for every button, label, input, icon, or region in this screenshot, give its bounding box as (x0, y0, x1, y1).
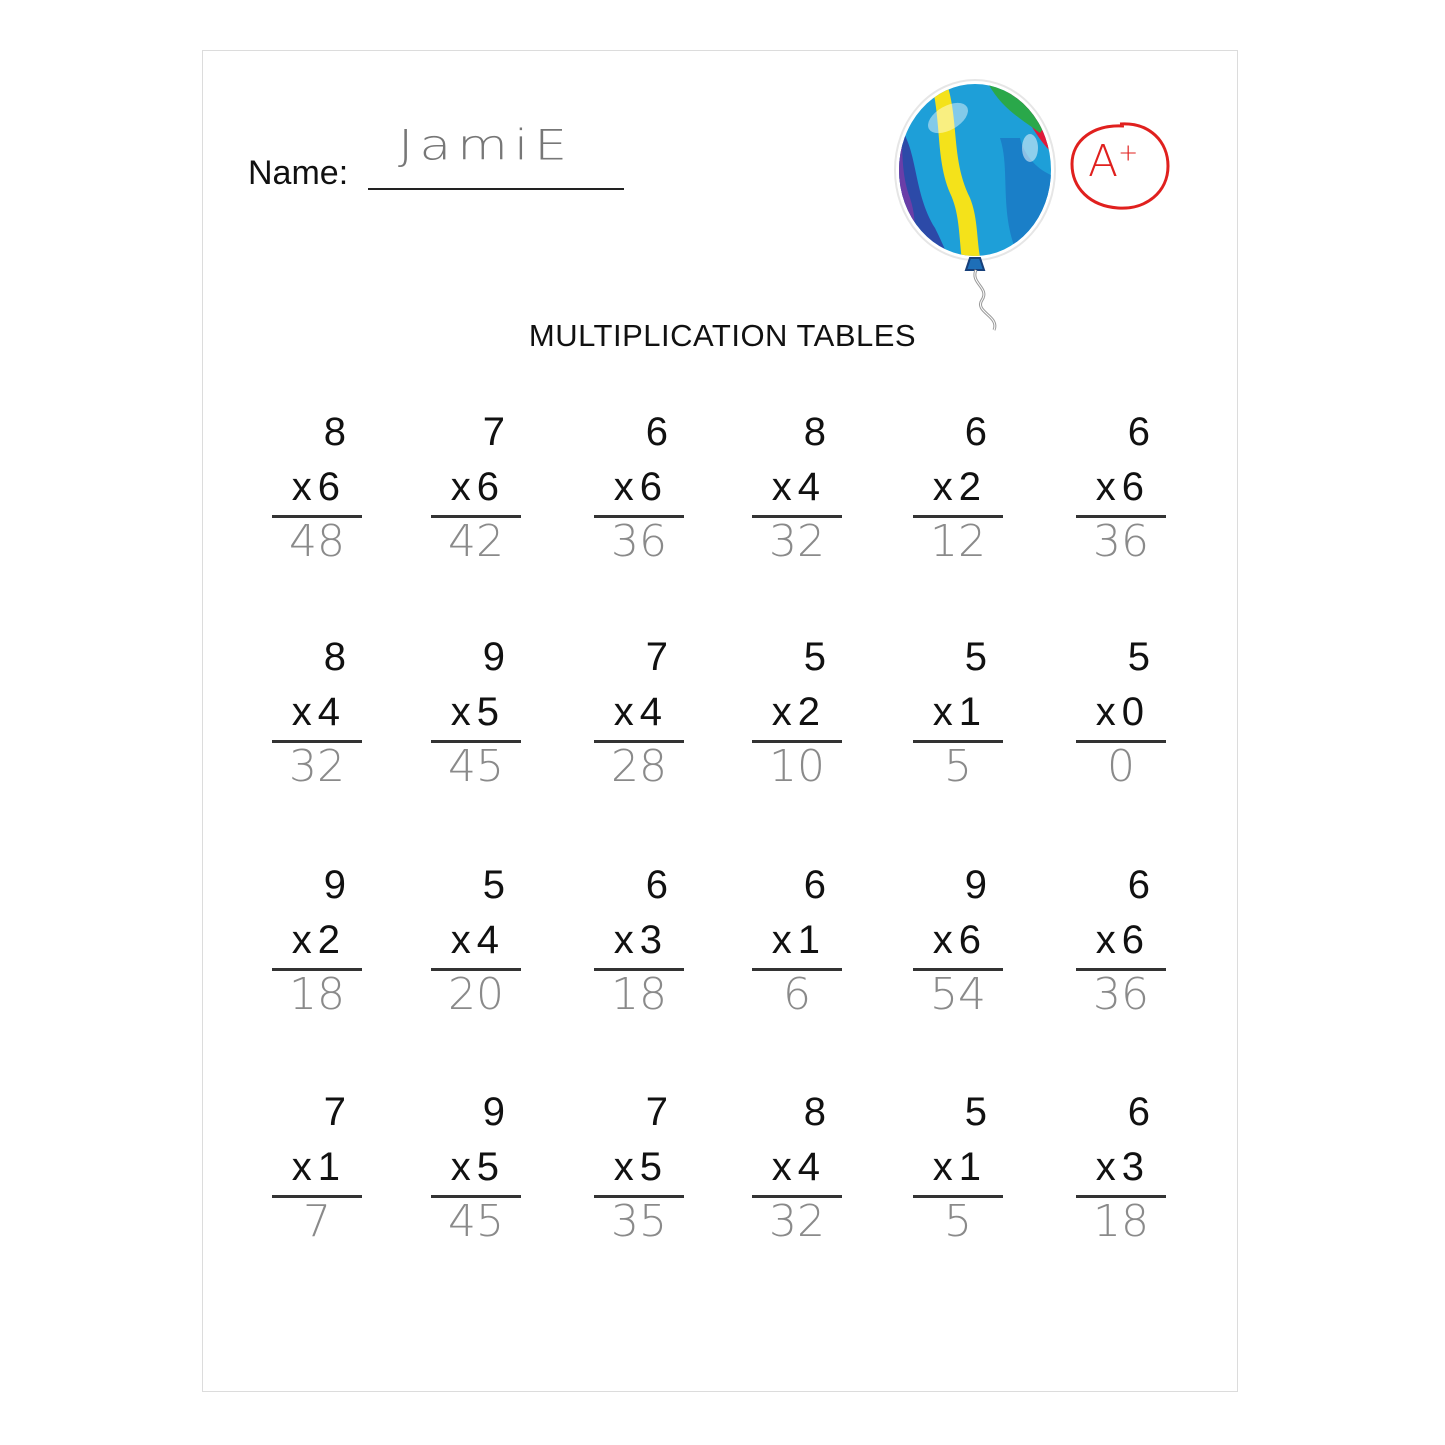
handwritten-answer: 48 (289, 516, 345, 567)
multiplier: x1 (291, 1145, 346, 1189)
handwritten-name: JamiE (398, 122, 574, 170)
problem (431, 1092, 521, 1252)
handwritten-answer: 36 (1093, 969, 1149, 1020)
multiplicand: 8 (803, 1090, 826, 1134)
multiplicand: 8 (323, 635, 346, 679)
multiplier: x1 (932, 690, 987, 734)
problem (913, 1092, 1003, 1252)
multiplier: x2 (771, 690, 826, 734)
problem (752, 1092, 842, 1252)
handwritten-answer: 7 (303, 1196, 331, 1247)
grade-mark (1088, 136, 1138, 187)
handwritten-answer: 54 (930, 969, 986, 1020)
multiplicand: 5 (482, 863, 505, 907)
multiplicand: 5 (1127, 635, 1150, 679)
worksheet-title: MULTIPLICATION TABLES (528, 318, 917, 353)
problem (594, 1092, 684, 1252)
multiplier: x6 (450, 465, 505, 509)
multiplier: x4 (450, 918, 505, 962)
name-label: Name: (248, 154, 349, 192)
handwritten-answer: 0 (1107, 741, 1135, 792)
multiplicand: 7 (645, 635, 668, 679)
multiplicand: 9 (482, 1090, 505, 1134)
problem (272, 1092, 362, 1252)
multiplier: x6 (1095, 918, 1150, 962)
handwritten-answer: 35 (611, 1196, 667, 1247)
problem (913, 865, 1003, 1025)
multiplier: x6 (1095, 465, 1150, 509)
handwritten-answer: 12 (930, 516, 986, 567)
multiplier: x5 (450, 1145, 505, 1189)
handwritten-answer: 18 (289, 969, 345, 1020)
multiplicand: 6 (1127, 863, 1150, 907)
handwritten-answer: 18 (611, 969, 667, 1020)
multiplier: x0 (1095, 690, 1150, 734)
multiplier: x6 (613, 465, 668, 509)
multiplicand: 5 (803, 635, 826, 679)
problem (431, 865, 521, 1025)
handwritten-answer: 6 (783, 969, 811, 1020)
problem (431, 412, 521, 572)
balloon-illustration (890, 78, 1060, 338)
handwritten-answer: 10 (769, 741, 825, 792)
problem (1076, 865, 1166, 1025)
multiplicand: 6 (964, 410, 987, 454)
problem (1076, 637, 1166, 797)
multiplicand: 6 (1127, 410, 1150, 454)
grade-text: A+ (1088, 136, 1139, 187)
name-underline (368, 188, 624, 190)
multiplier: x4 (613, 690, 668, 734)
multiplicand: 6 (1127, 1090, 1150, 1134)
multiplier: x2 (932, 465, 987, 509)
multiplier: x6 (291, 465, 346, 509)
handwritten-answer: 5 (944, 741, 972, 792)
problem (594, 412, 684, 572)
multiplier: x5 (450, 690, 505, 734)
handwritten-answer: 36 (1093, 516, 1149, 567)
problem (752, 865, 842, 1025)
handwritten-answer: 32 (289, 741, 345, 792)
multiplicand: 9 (482, 635, 505, 679)
problem (752, 637, 842, 797)
handwritten-answer: 45 (448, 741, 504, 792)
multiplicand: 6 (803, 863, 826, 907)
multiplicand: 7 (482, 410, 505, 454)
multiplicand: 8 (803, 410, 826, 454)
multiplicand: 9 (323, 863, 346, 907)
multiplicand: 7 (323, 1090, 346, 1134)
problem (913, 412, 1003, 572)
problem (272, 637, 362, 797)
multiplicand: 6 (645, 410, 668, 454)
problem (752, 412, 842, 572)
handwritten-answer: 32 (769, 1196, 825, 1247)
handwritten-answer: 36 (611, 516, 667, 567)
multiplicand: 9 (964, 863, 987, 907)
problem (594, 637, 684, 797)
handwritten-answer: 28 (611, 741, 667, 792)
problem (431, 637, 521, 797)
multiplier: x4 (771, 1145, 826, 1189)
multiplier: x4 (291, 690, 346, 734)
problem (272, 412, 362, 572)
problem (594, 865, 684, 1025)
multiplicand: 8 (323, 410, 346, 454)
handwritten-answer: 20 (448, 969, 504, 1020)
multiplicand: 6 (645, 863, 668, 907)
handwritten-answer: 32 (769, 516, 825, 567)
problem (1076, 1092, 1166, 1252)
problem (1076, 412, 1166, 572)
multiplier: x3 (1095, 1145, 1150, 1189)
handwritten-answer: 42 (448, 516, 504, 567)
multiplier: x3 (613, 918, 668, 962)
multiplier: x4 (771, 465, 826, 509)
multiplier: x1 (932, 1145, 987, 1189)
handwritten-answer: 5 (944, 1196, 972, 1247)
multiplier: x1 (771, 918, 826, 962)
problem (272, 865, 362, 1025)
problem (913, 637, 1003, 797)
multiplier: x6 (932, 918, 987, 962)
multiplier: x2 (291, 918, 346, 962)
multiplicand: 7 (645, 1090, 668, 1134)
multiplicand: 5 (964, 1090, 987, 1134)
multiplier: x5 (613, 1145, 668, 1189)
handwritten-answer: 45 (448, 1196, 504, 1247)
multiplicand: 5 (964, 635, 987, 679)
grade-plus: + (1118, 138, 1139, 167)
handwritten-answer: 18 (1093, 1196, 1149, 1247)
